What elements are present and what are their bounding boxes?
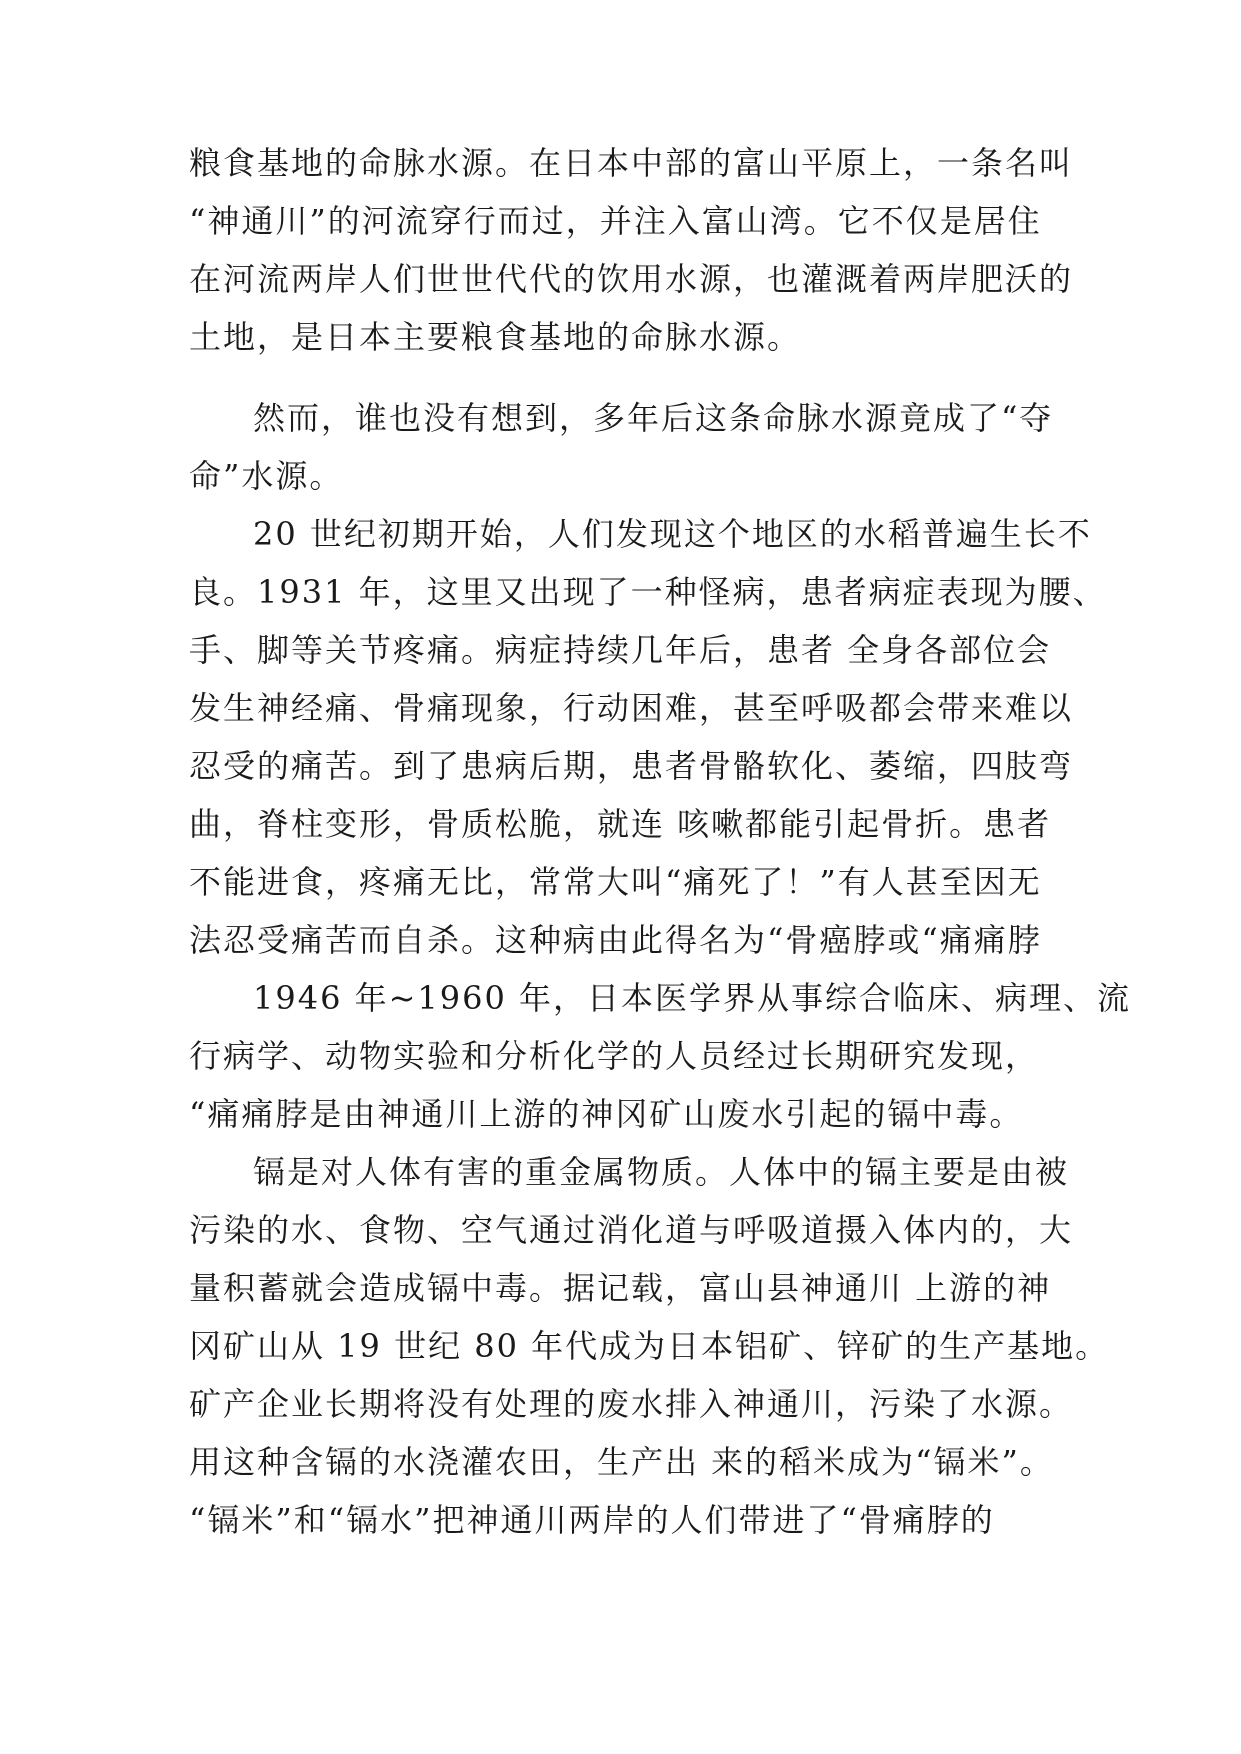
text-line: 行病学、动物实验和分析化学的人员经过长期研究发现，	[189, 1037, 1040, 1075]
text-line: “痛痛脖是由神通川上游的神冈矿山废水引起的镉中毒。	[189, 1095, 1024, 1133]
text-line: 不能进食，疼痛无比，常常大叫“痛死了！”有人甚至因无	[189, 863, 1042, 901]
text-line: 量积蓄就会造成镉中毒。据记载，富山县神通川 上游的神	[189, 1269, 1052, 1307]
text-line: “镉米”和“镉水”把神通川两岸的人们带进了“骨痛脖的	[189, 1501, 995, 1539]
text-line: 良。1931 年，这里又出现了一种怪病，患者病症表现为腰、	[189, 573, 1107, 611]
text-line: 镉是对人体有害的重金属物质。人体中的镉主要是由被	[253, 1153, 1070, 1191]
text-line: 冈矿山从 19 世纪 80 年代成为日本铝矿、锌矿的生产基地。	[189, 1327, 1110, 1365]
text-line: 发生神经痛、骨痛现象，行动困难，甚至呼吸都会带来难以	[189, 689, 1074, 727]
text-line: 用这种含镉的水浇灌农田，生产出 来的稻米成为“镉米”。	[189, 1443, 1054, 1481]
text-line: “神通川”的河流穿行而过，并注入富山湾。它不仅是居住	[189, 202, 1042, 240]
text-line: 1946 年~1960 年，日本医学界从事综合临床、病理、流	[253, 979, 1132, 1017]
text-line: 然而，谁也没有想到，多年后这条命脉水源竟成了“夺	[253, 399, 1054, 437]
text-line: 污染的水、食物、空气通过消化道与呼吸道摄入体内的，大	[189, 1211, 1074, 1249]
text-line: 手、脚等关节疼痛。病症持续几年后，患者 全身各部位会	[189, 631, 1052, 669]
text-line: 忍受的痛苦。到了患病后期，患者骨骼软化、萎缩，四肢弯	[189, 747, 1074, 785]
text-line: 命”水源。	[189, 457, 344, 495]
text-line: 矿产企业长期将没有处理的废水排入神通川，污染了水源。	[189, 1385, 1074, 1423]
text-line: 20 世纪初期开始，人们发现这个地区的水稻普遍生长不	[253, 515, 1092, 553]
text-line: 法忍受痛苦而自杀。这种病由此得名为“骨癌脖或“痛痛脖	[189, 921, 1042, 959]
text-line: 土地，是日本主要粮食基地的命脉水源。	[189, 318, 802, 356]
text-line: 曲，脊柱变形，骨质松脆，就连 咳嗽都能引起骨折。患者	[189, 805, 1052, 843]
text-line: 粮食基地的命脉水源。在日本中部的富山平原上，一条名叫	[189, 144, 1074, 182]
text-line: 在河流两岸人们世世代代的饮用水源，也灌溉着两岸肥沃的	[189, 260, 1074, 298]
